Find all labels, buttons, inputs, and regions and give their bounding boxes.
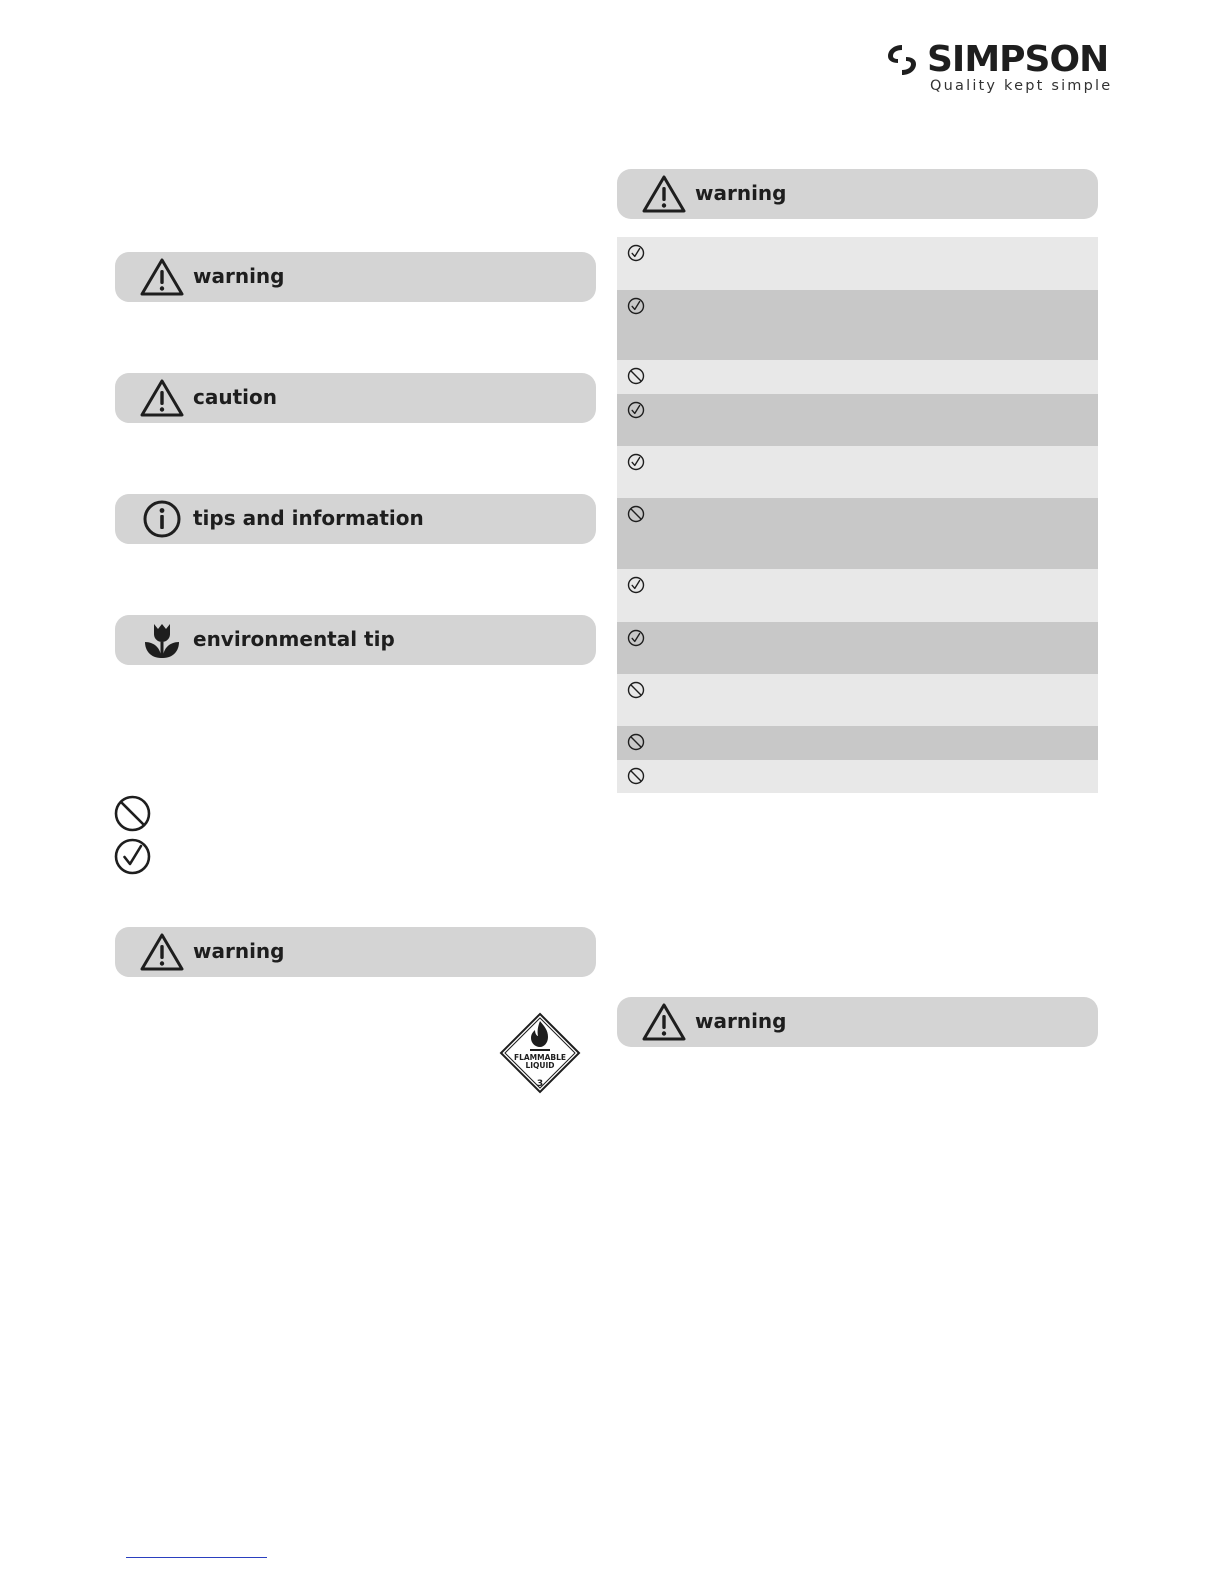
banner-label: caution bbox=[193, 385, 277, 409]
banner-label: warning bbox=[193, 939, 285, 963]
prohibited-circle-icon bbox=[627, 367, 645, 385]
table-row bbox=[617, 290, 1098, 360]
prohibited-circle-icon bbox=[114, 795, 151, 832]
table-row bbox=[617, 760, 1098, 793]
table-row bbox=[617, 360, 1098, 394]
check-circle-icon bbox=[627, 297, 645, 315]
brand-name: SIMPSON bbox=[927, 39, 1109, 80]
warning-banner bbox=[115, 927, 596, 977]
banner-label: environmental tip bbox=[193, 627, 395, 651]
banner-label: warning bbox=[695, 181, 787, 205]
brand-logo bbox=[884, 39, 1113, 98]
table-row bbox=[617, 446, 1098, 498]
brand-tagline: Quality kept simple bbox=[930, 78, 1113, 94]
table-row bbox=[617, 674, 1098, 726]
table-row bbox=[617, 569, 1098, 622]
warning-triangle-icon bbox=[139, 378, 185, 418]
warning-banner bbox=[617, 997, 1098, 1047]
info-circle-icon bbox=[139, 499, 185, 539]
flammable-liquid-hazard-sign bbox=[499, 1012, 581, 1094]
warning-triangle-icon bbox=[139, 932, 185, 972]
tips-banner bbox=[115, 494, 596, 544]
leaf-sprout-icon bbox=[139, 620, 185, 660]
banner-label: warning bbox=[695, 1009, 787, 1033]
check-circle-icon bbox=[627, 244, 645, 262]
table-row bbox=[617, 622, 1098, 674]
simpson-logo-mark-icon bbox=[884, 42, 920, 78]
hazard-class-number: 3 bbox=[536, 1079, 544, 1089]
environmental-banner bbox=[115, 615, 596, 665]
banner-label: tips and information bbox=[193, 506, 424, 530]
prohibited-circle-icon bbox=[627, 767, 645, 785]
hazard-line-1: FLAMMABLE bbox=[513, 1053, 567, 1062]
prohibited-circle-icon bbox=[627, 733, 645, 751]
warning-triangle-icon bbox=[641, 1002, 687, 1042]
warning-banner bbox=[617, 169, 1098, 219]
check-circle-icon bbox=[627, 576, 645, 594]
table-row bbox=[617, 726, 1098, 760]
check-circle-icon bbox=[627, 453, 645, 471]
warning-checklist-table bbox=[617, 237, 1098, 793]
table-row bbox=[617, 498, 1098, 569]
warning-triangle-icon bbox=[641, 174, 687, 214]
footer-rule bbox=[126, 1557, 267, 1558]
caution-banner bbox=[115, 373, 596, 423]
prohibited-circle-icon bbox=[627, 681, 645, 699]
check-circle-icon bbox=[627, 401, 645, 419]
warning-triangle-icon bbox=[139, 257, 185, 297]
check-circle-icon bbox=[627, 629, 645, 647]
table-row bbox=[617, 237, 1098, 290]
hazard-line-2: LIQUID bbox=[525, 1061, 555, 1070]
table-row bbox=[617, 394, 1098, 446]
prohibited-circle-icon bbox=[627, 505, 645, 523]
check-circle-icon bbox=[114, 838, 151, 875]
warning-banner bbox=[115, 252, 596, 302]
banner-label: warning bbox=[193, 264, 285, 288]
